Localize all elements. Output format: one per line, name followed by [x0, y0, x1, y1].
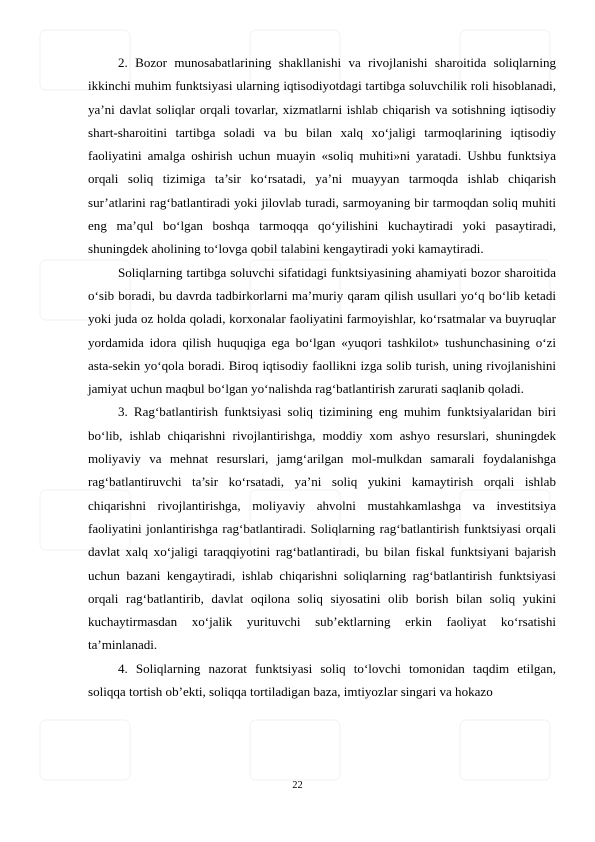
- paragraph-3-stimulating-function: 3. Rag‘batlantirish funktsiyasi soliq tizimining eng muhim funktsiyalaridan biri bo‘lib, ishlab chiqarishni rivojlantirishga, moddiy xom ashyo resurslari, shuningdek moliyaviy va mehnat resurslari, jamg‘arilgan mol-mulkdan samarali foydalanishga rag‘batlantiruvchi ta’sir ko‘rsatadi, ya’ni soliq yukini kamaytirish orqali ishlab chiqarishni rivojlantirishga, moliyaviy ahvolni mustahkamlashga va investitsiya faoliyatini jonlantirishga rag‘batlantiradi. Soliqlarning rag‘batlantirish funktsiyasi orqali davlat xalq xo‘jaligi taraqqiyotini rag‘batlantiradi, bu bilan fiskal funktsiyani bajarish uchun bazani kengaytiradi, ishlab chiqarishni soliqlarning rag‘batlantirish funktsiyasi orqali rag‘batlantirib, davlat oqilona soliq siyosatini olib borish bilan soliq yukini kuchaytirmasdan xo‘jalik yurituvchi sub’ektlarning erkin faoliyat ko‘rsatishi ta’minlanadi.: [88, 404, 556, 653]
- paragraph-regulatory-importance: Soliqlarning tartibga soluvchi sifatidagi funktsiyasining ahamiyati bozor sharoitida o‘sib boradi, bu davrda tadbirkorlarni ma’muriy qaram qilish usullari yo‘q bo‘lib ketadi yoki juda oz holda qoladi, korxonalar faoliyatini farmoyishlar, ko‘rsatmalar va buyruqlar yordamida idora qilish huquqiga ega bo‘lgan «yuqori tashkilot» tushunchasining o‘zi asta-sekin yo‘qola boradi. Biroq iqtisodiy faollikni izga solib turish, uning rivojlanishini jamiyat uchun maqbul bo‘lgan yo‘nalishda rag‘batlantirish zarurati saqlanib qoladi.: [88, 264, 556, 397]
- paragraph-2-regulatory-function: 2. Bozor munosabatlarining shakllanishi va rivojlanishi sharoitida soliqlarning ikkinchi muhim funktsiyasi ularning iqtisodiyotdagi tartibga soluvchilik roli hisoblanadi, ya’ni davlat soliqlar orqali tovarlar, xizmatlarni ishlab chiqarish va sotishning iqtisodiy shart-sharoitini tartibga soladi va bu bilan xalq xo‘jaligi tarmoqlarining iqtisodiy faoliyatini amalga oshirish uchun muayin «soliq muhiti»ni yaratadi. Ushbu funktsiya orqali soliq tizimiga ta’sir ko‘rsatadi, ya’ni muayyan tarmoqda ishlab chiqarish sur’atlarini rag‘batlantiradi yoki jilovlab turadi, sarmoyaning bir tarmoqdan soliq muhiti eng ma’qul bo‘lgan boshqa tarmoqqa qo‘yilishini kuchaytiradi yoki pasaytiradi, shuningdek aholining to‘lovga qobil talabini kengaytiradi yoki kamaytiradi.: [88, 55, 556, 257]
- body-text: [88, 51, 556, 703]
- page-number: 22: [292, 780, 303, 791]
- paragraph-4-control-function: 4. Soliqlarning nazorat funktsiyasi soliq to‘lovchi tomonidan taqdim etilgan, soliqqa tortish ob’ekti, soliqqa tortiladigan baza, imtiyozlar singari va hokazo: [88, 660, 556, 700]
